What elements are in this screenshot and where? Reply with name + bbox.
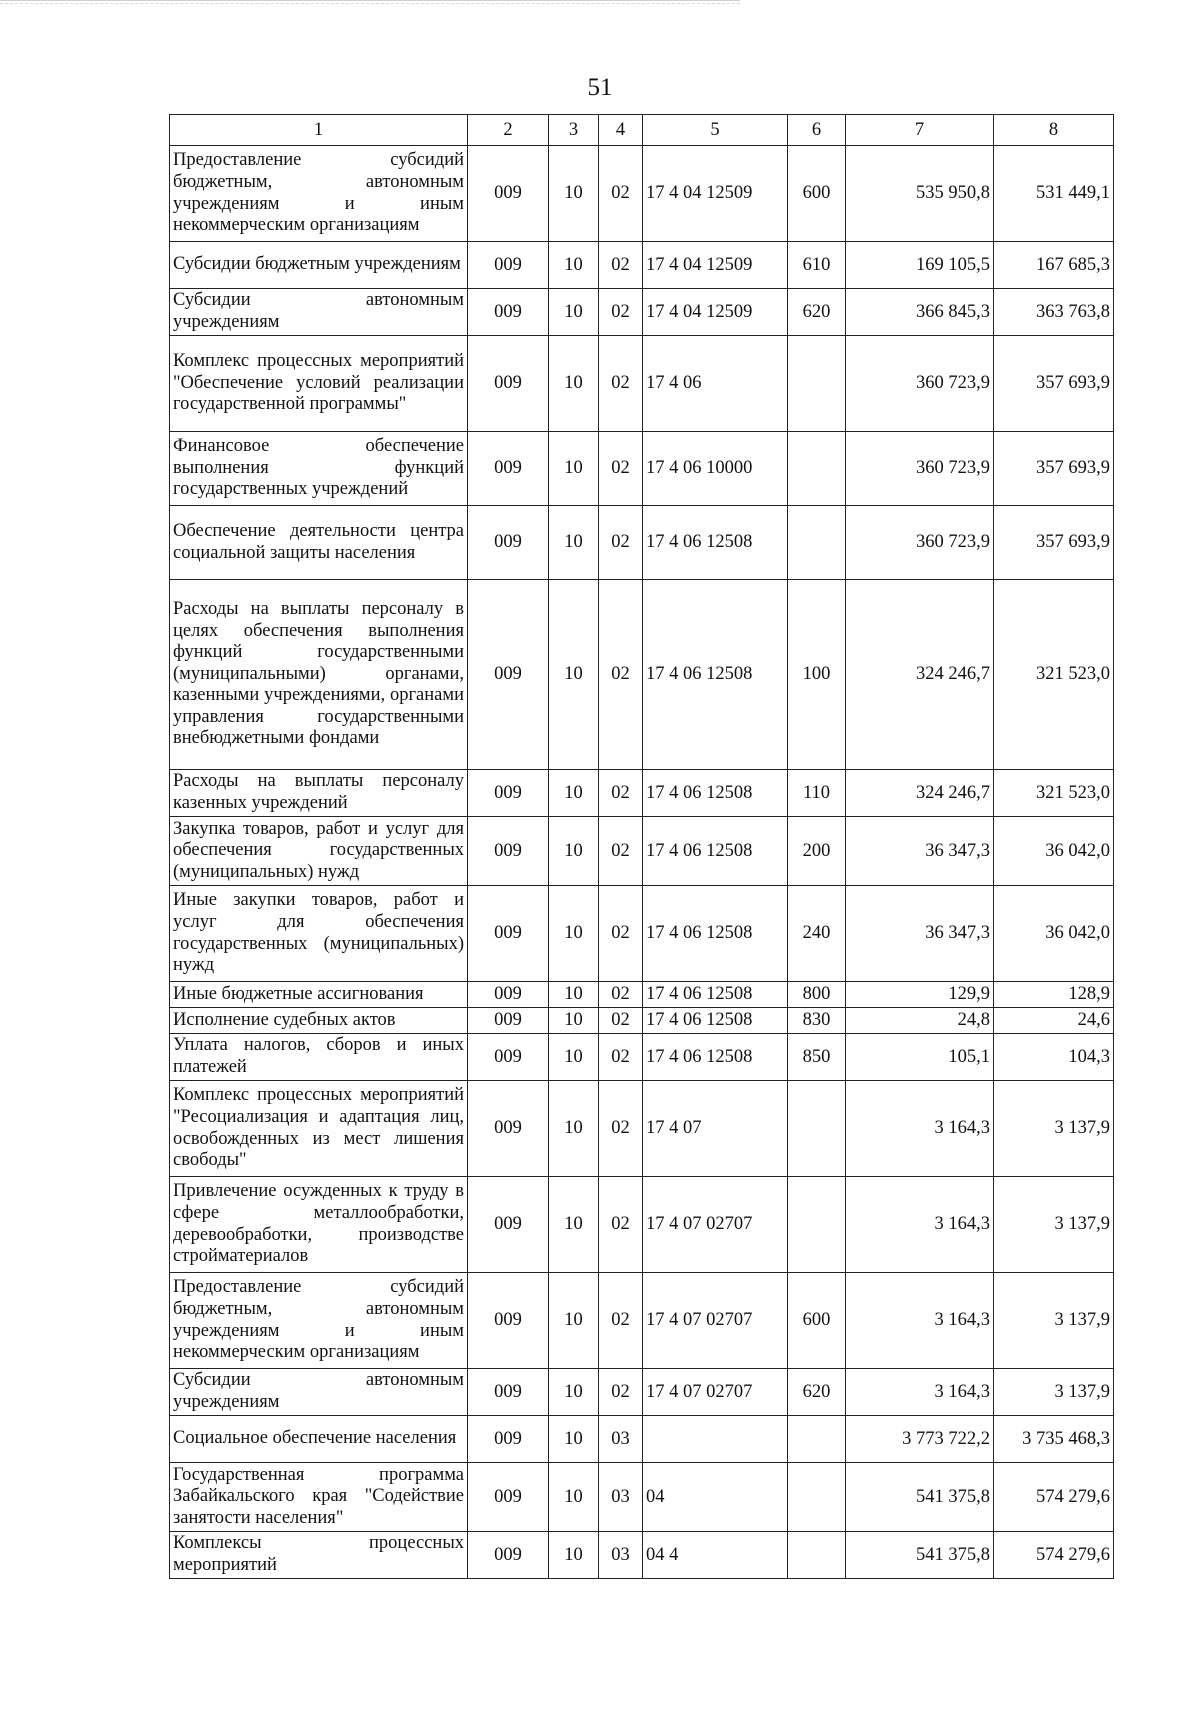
table-row [170, 289, 1114, 336]
section-code-cell: 10 [549, 1081, 599, 1177]
item-name-cell: Исполнение судебных актов [170, 1008, 468, 1034]
table-row [170, 146, 1114, 242]
table-body [170, 146, 1114, 1579]
table-row [170, 982, 1114, 1008]
expense-type-cell: 620 [788, 1369, 846, 1416]
table-row [170, 1416, 1114, 1463]
amount-col8-cell: 574 279,6 [994, 1463, 1114, 1532]
column-header: 6 [788, 115, 846, 146]
subsection-code-cell: 02 [599, 432, 643, 506]
target-article-cell: 17 4 07 02707 [643, 1273, 788, 1369]
target-article-cell: 17 4 06 12508 [643, 817, 788, 886]
table-row [170, 432, 1114, 506]
subsection-code-cell: 03 [599, 1532, 643, 1579]
table-row [170, 1008, 1114, 1034]
amount-col7-cell: 360 723,9 [846, 506, 994, 580]
expense-type-cell [788, 1081, 846, 1177]
ministry-code-cell: 009 [468, 1416, 549, 1463]
target-article-cell: 17 4 07 02707 [643, 1177, 788, 1273]
target-article-cell: 17 4 06 12508 [643, 1008, 788, 1034]
amount-col8-cell: 104,3 [994, 1034, 1114, 1081]
amount-col7-cell: 541 375,8 [846, 1463, 994, 1532]
expense-type-cell: 610 [788, 242, 846, 289]
ministry-code-cell: 009 [468, 506, 549, 580]
amount-col7-cell: 3 164,3 [846, 1081, 994, 1177]
column-header: 3 [549, 115, 599, 146]
item-name-cell: Финансовое обеспечение выполнения функций государственных учреждений [170, 432, 468, 506]
amount-col7-cell: 324 246,7 [846, 580, 994, 770]
amount-col8-cell: 3 137,9 [994, 1369, 1114, 1416]
amount-col8-cell: 3 735 468,3 [994, 1416, 1114, 1463]
amount-col7-cell: 3 164,3 [846, 1369, 994, 1416]
header-row [170, 115, 1114, 146]
table-row [170, 1273, 1114, 1369]
subsection-code-cell: 02 [599, 1369, 643, 1416]
expense-type-cell [788, 1177, 846, 1273]
expense-type-cell: 100 [788, 580, 846, 770]
amount-col7-cell: 36 347,3 [846, 886, 994, 982]
ministry-code-cell: 009 [468, 242, 549, 289]
budget-table [169, 114, 1114, 1579]
ministry-code-cell: 009 [468, 1081, 549, 1177]
expense-type-cell: 830 [788, 1008, 846, 1034]
expense-type-cell [788, 432, 846, 506]
amount-col8-cell: 363 763,8 [994, 289, 1114, 336]
section-code-cell: 10 [549, 432, 599, 506]
ministry-code-cell: 009 [468, 1034, 549, 1081]
subsection-code-cell: 02 [599, 886, 643, 982]
amount-col8-cell: 24,6 [994, 1008, 1114, 1034]
amount-col7-cell: 3 773 722,2 [846, 1416, 994, 1463]
target-article-cell: 17 4 06 12508 [643, 506, 788, 580]
section-code-cell: 10 [549, 817, 599, 886]
target-article-cell: 17 4 07 02707 [643, 1369, 788, 1416]
target-article-cell: 17 4 06 12508 [643, 1034, 788, 1081]
section-code-cell: 10 [549, 1416, 599, 1463]
section-code-cell: 10 [549, 146, 599, 242]
amount-col7-cell: 3 164,3 [846, 1273, 994, 1369]
target-article-cell: 17 4 06 12508 [643, 770, 788, 817]
subsection-code-cell: 02 [599, 770, 643, 817]
item-name-cell: Комплекс процессных мероприятий "Ресоциализация и адаптация лиц, освобожденных из мест лишения свободы" [170, 1081, 468, 1177]
table-row [170, 817, 1114, 886]
item-name-cell: Предоставление субсидий бюджетным, автономным учреждениям и иным некоммерческим организациям [170, 146, 468, 242]
subsection-code-cell: 02 [599, 1008, 643, 1034]
section-code-cell: 10 [549, 1463, 599, 1532]
section-code-cell: 10 [549, 336, 599, 432]
ministry-code-cell: 009 [468, 982, 549, 1008]
ministry-code-cell: 009 [468, 886, 549, 982]
amount-col7-cell: 360 723,9 [846, 432, 994, 506]
section-code-cell: 10 [549, 1532, 599, 1579]
scan-edge-line [0, 0, 740, 4]
target-article-cell: 17 4 06 12508 [643, 982, 788, 1008]
section-code-cell: 10 [549, 1369, 599, 1416]
amount-col7-cell: 366 845,3 [846, 289, 994, 336]
section-code-cell: 10 [549, 982, 599, 1008]
section-code-cell: 10 [549, 506, 599, 580]
column-header: 4 [599, 115, 643, 146]
subsection-code-cell: 02 [599, 580, 643, 770]
subsection-code-cell: 02 [599, 817, 643, 886]
section-code-cell: 10 [549, 1177, 599, 1273]
subsection-code-cell: 02 [599, 336, 643, 432]
amount-col8-cell: 167 685,3 [994, 242, 1114, 289]
ministry-code-cell: 009 [468, 770, 549, 817]
amount-col7-cell: 360 723,9 [846, 336, 994, 432]
ministry-code-cell: 009 [468, 1532, 549, 1579]
target-article-cell: 04 [643, 1463, 788, 1532]
ministry-code-cell: 009 [468, 336, 549, 432]
subsection-code-cell: 02 [599, 242, 643, 289]
subsection-code-cell: 02 [599, 1081, 643, 1177]
amount-col7-cell: 36 347,3 [846, 817, 994, 886]
item-name-cell: Комплексы процессных мероприятий [170, 1532, 468, 1579]
ministry-code-cell: 009 [468, 1273, 549, 1369]
expense-type-cell: 600 [788, 1273, 846, 1369]
expense-type-cell: 850 [788, 1034, 846, 1081]
amount-col8-cell: 574 279,6 [994, 1532, 1114, 1579]
table-row [170, 1463, 1114, 1532]
subsection-code-cell: 02 [599, 146, 643, 242]
table-row [170, 1369, 1114, 1416]
target-article-cell: 17 4 04 12509 [643, 146, 788, 242]
target-article-cell: 17 4 06 12508 [643, 580, 788, 770]
amount-col8-cell: 3 137,9 [994, 1177, 1114, 1273]
ministry-code-cell: 009 [468, 1008, 549, 1034]
ministry-code-cell: 009 [468, 817, 549, 886]
target-article-cell: 04 4 [643, 1532, 788, 1579]
table-row [170, 506, 1114, 580]
section-code-cell: 10 [549, 770, 599, 817]
amount-col7-cell: 169 105,5 [846, 242, 994, 289]
expense-type-cell [788, 1416, 846, 1463]
subsection-code-cell: 03 [599, 1463, 643, 1532]
subsection-code-cell: 02 [599, 289, 643, 336]
table-row [170, 886, 1114, 982]
ministry-code-cell: 009 [468, 1463, 549, 1532]
amount-col7-cell: 3 164,3 [846, 1177, 994, 1273]
expense-type-cell: 200 [788, 817, 846, 886]
item-name-cell: Обеспечение деятельности центра социальной защиты населения [170, 506, 468, 580]
expense-type-cell [788, 336, 846, 432]
amount-col8-cell: 531 449,1 [994, 146, 1114, 242]
expense-type-cell: 240 [788, 886, 846, 982]
expense-type-cell [788, 506, 846, 580]
target-article-cell: 17 4 07 [643, 1081, 788, 1177]
ministry-code-cell: 009 [468, 1177, 549, 1273]
amount-col7-cell: 24,8 [846, 1008, 994, 1034]
column-header: 2 [468, 115, 549, 146]
column-header: 7 [846, 115, 994, 146]
expense-type-cell [788, 1532, 846, 1579]
section-code-cell: 10 [549, 1008, 599, 1034]
item-name-cell: Закупка товаров, работ и услуг для обеспечения государственных (муниципальных) нужд [170, 817, 468, 886]
ministry-code-cell: 009 [468, 432, 549, 506]
item-name-cell: Субсидии бюджетным учреждениям [170, 242, 468, 289]
amount-col7-cell: 105,1 [846, 1034, 994, 1081]
section-code-cell: 10 [549, 1034, 599, 1081]
expense-type-cell: 800 [788, 982, 846, 1008]
item-name-cell: Комплекс процессных мероприятий "Обеспечение условий реализации государственной программы" [170, 336, 468, 432]
item-name-cell: Расходы на выплаты персоналу в целях обеспечения выполнения функций государственными (муниципальными) органами, казенными учреждениями, органами управления государственными внебюджетными фондами [170, 580, 468, 770]
table-row [170, 770, 1114, 817]
column-header: 8 [994, 115, 1114, 146]
amount-col8-cell: 357 693,9 [994, 506, 1114, 580]
amount-col7-cell: 129,9 [846, 982, 994, 1008]
table-row [170, 1532, 1114, 1579]
amount-col8-cell: 357 693,9 [994, 336, 1114, 432]
item-name-cell: Уплата налогов, сборов и иных платежей [170, 1034, 468, 1081]
amount-col8-cell: 36 042,0 [994, 886, 1114, 982]
target-article-cell: 17 4 04 12509 [643, 242, 788, 289]
amount-col8-cell: 3 137,9 [994, 1081, 1114, 1177]
page-number: 51 [587, 74, 613, 101]
section-code-cell: 10 [549, 886, 599, 982]
amount-col8-cell: 128,9 [994, 982, 1114, 1008]
item-name-cell: Социальное обеспечение населения [170, 1416, 468, 1463]
item-name-cell: Субсидии автономным учреждениям [170, 1369, 468, 1416]
target-article-cell [643, 1416, 788, 1463]
amount-col8-cell: 321 523,0 [994, 770, 1114, 817]
table-row [170, 336, 1114, 432]
target-article-cell: 17 4 04 12509 [643, 289, 788, 336]
item-name-cell: Предоставление субсидий бюджетным, автономным учреждениям и иным некоммерческим организациям [170, 1273, 468, 1369]
amount-col7-cell: 541 375,8 [846, 1532, 994, 1579]
item-name-cell: Иные бюджетные ассигнования [170, 982, 468, 1008]
table-row [170, 1081, 1114, 1177]
subsection-code-cell: 02 [599, 982, 643, 1008]
amount-col8-cell: 36 042,0 [994, 817, 1114, 886]
expense-type-cell: 620 [788, 289, 846, 336]
item-name-cell: Расходы на выплаты персоналу казенных учреждений [170, 770, 468, 817]
amount-col7-cell: 324 246,7 [846, 770, 994, 817]
ministry-code-cell: 009 [468, 1369, 549, 1416]
subsection-code-cell: 02 [599, 1034, 643, 1081]
item-name-cell: Привлечение осужденных к труду в сфере металлообработки, деревообработки, производстве стройматериалов [170, 1177, 468, 1273]
item-name-cell: Субсидии автономным учреждениям [170, 289, 468, 336]
target-article-cell: 17 4 06 12508 [643, 886, 788, 982]
amount-col8-cell: 321 523,0 [994, 580, 1114, 770]
subsection-code-cell: 03 [599, 1416, 643, 1463]
amount-col8-cell: 357 693,9 [994, 432, 1114, 506]
target-article-cell: 17 4 06 [643, 336, 788, 432]
table-row [170, 242, 1114, 289]
expense-type-cell: 110 [788, 770, 846, 817]
subsection-code-cell: 02 [599, 1177, 643, 1273]
table-row [170, 1177, 1114, 1273]
subsection-code-cell: 02 [599, 506, 643, 580]
section-code-cell: 10 [549, 242, 599, 289]
ministry-code-cell: 009 [468, 289, 549, 336]
section-code-cell: 10 [549, 1273, 599, 1369]
column-header: 5 [643, 115, 788, 146]
column-header: 1 [170, 115, 468, 146]
item-name-cell: Государственная программа Забайкальского края "Содействие занятости населения" [170, 1463, 468, 1532]
table-row [170, 580, 1114, 770]
table-row [170, 1034, 1114, 1081]
section-code-cell: 10 [549, 580, 599, 770]
amount-col7-cell: 535 950,8 [846, 146, 994, 242]
amount-col8-cell: 3 137,9 [994, 1273, 1114, 1369]
ministry-code-cell: 009 [468, 580, 549, 770]
target-article-cell: 17 4 06 10000 [643, 432, 788, 506]
expense-type-cell [788, 1463, 846, 1532]
section-code-cell: 10 [549, 289, 599, 336]
item-name-cell: Иные закупки товаров, работ и услуг для обеспечения государственных (муниципальных) нужд [170, 886, 468, 982]
expense-type-cell: 600 [788, 146, 846, 242]
subsection-code-cell: 02 [599, 1273, 643, 1369]
ministry-code-cell: 009 [468, 146, 549, 242]
